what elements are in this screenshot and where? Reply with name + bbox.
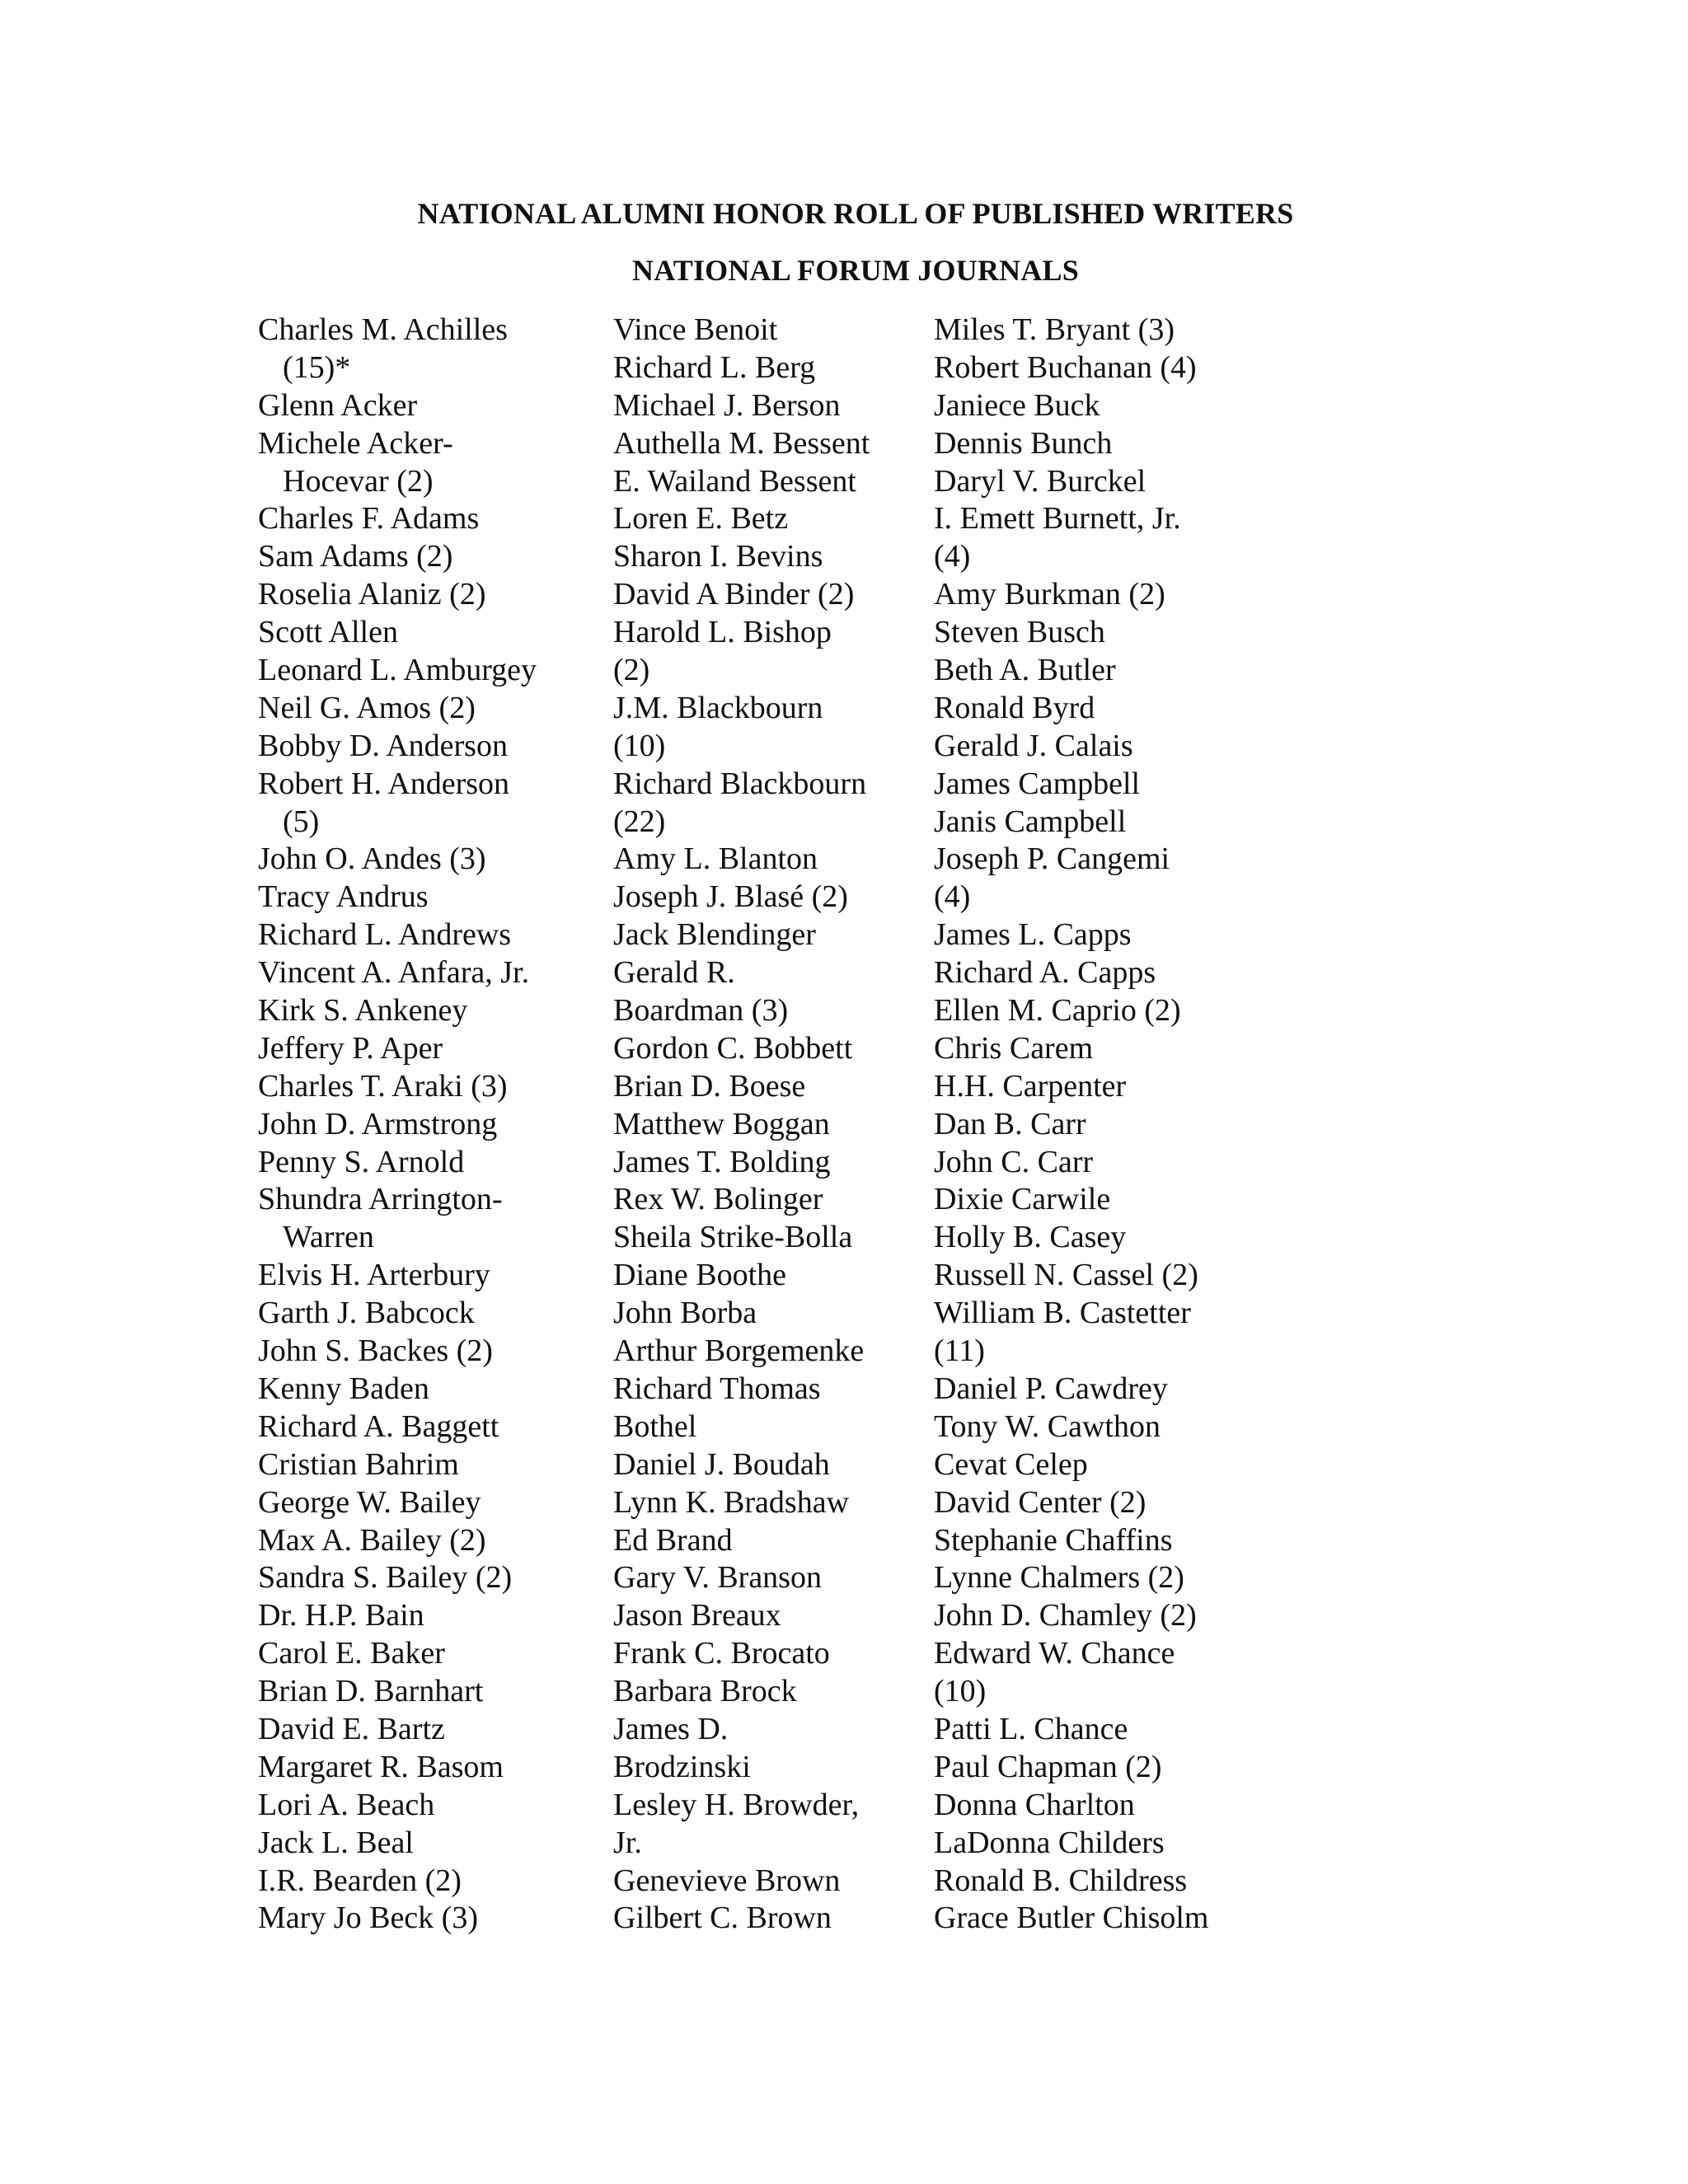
name-line: Michele Acker- xyxy=(258,425,453,461)
name-line: William B. Castetter xyxy=(934,1296,1191,1331)
name-line: Richard A. Capps xyxy=(934,955,1156,991)
name-line: Jr. xyxy=(613,1825,642,1860)
name-line: Carol E. Baker xyxy=(258,1636,445,1671)
name-line: Robert H. Anderson xyxy=(258,766,510,801)
name-line: Robert Buchanan (4) xyxy=(934,349,1197,385)
name-line: Brian D. Barnhart xyxy=(258,1674,484,1709)
name-column-3 xyxy=(934,312,1264,1938)
name-line: Ronald Byrd xyxy=(934,690,1095,725)
name-line: James L. Capps xyxy=(934,917,1132,953)
name-line: Rex W. Bolinger xyxy=(613,1182,823,1217)
name-line: Kenny Baden xyxy=(258,1371,429,1406)
name-line: Scott Allen xyxy=(258,615,398,650)
name-line: Genevieve Brown xyxy=(613,1863,841,1898)
name-line: Kirk S. Ankeney xyxy=(258,993,468,1029)
name-line: Harold L. Bishop xyxy=(613,615,832,650)
name-line: (11) xyxy=(934,1333,985,1369)
name-line: John C. Carr xyxy=(934,1144,1094,1179)
name-line: Ronald B. Childress xyxy=(934,1863,1188,1898)
name-line: Amy L. Blanton xyxy=(613,841,818,877)
name-line: Daniel J. Boudah xyxy=(613,1446,830,1482)
page-subtitle: NATIONAL FORUM JOURNALS xyxy=(632,254,1079,287)
name-line: Brian D. Boese xyxy=(613,1068,806,1104)
name-line: Ed Brand xyxy=(613,1522,733,1558)
name-line: Neil G. Amos (2) xyxy=(258,690,476,725)
name-line: LaDonna Childers xyxy=(934,1825,1165,1860)
name-line: Glenn Acker xyxy=(258,387,418,423)
name-line: Authella M. Bessent xyxy=(613,425,870,461)
name-line: Arthur Borgemenke xyxy=(613,1333,865,1369)
name-line: (5) xyxy=(283,804,320,839)
name-line: Leonard L. Amburgey xyxy=(258,653,537,688)
name-line: Paul Chapman (2) xyxy=(934,1749,1162,1784)
name-line: Amy Burkman (2) xyxy=(934,577,1165,612)
name-line: Gordon C. Bobbett xyxy=(613,1030,853,1066)
name-line: Miles T. Bryant (3) xyxy=(934,312,1175,347)
name-line: Jack L. Beal xyxy=(258,1825,414,1860)
name-line: Loren E. Betz xyxy=(613,501,789,537)
name-line: James T. Bolding xyxy=(613,1144,831,1179)
name-line: Janis Campbell xyxy=(934,804,1127,839)
name-line: Richard Thomas xyxy=(613,1371,821,1406)
name-line: Chris Carem xyxy=(934,1030,1094,1066)
name-line: Jack Blendinger xyxy=(613,917,816,953)
name-line: Joseph J. Blasé (2) xyxy=(613,879,848,915)
name-line: Vince Benoit xyxy=(613,312,778,347)
name-line: Charles M. Achilles xyxy=(258,312,508,347)
name-line: (15)* xyxy=(283,349,351,385)
name-line: (4) xyxy=(934,539,971,574)
name-line: H.H. Carpenter xyxy=(934,1068,1127,1104)
name-line: Gilbert C. Brown xyxy=(613,1900,832,1936)
name-line: Tony W. Cawthon xyxy=(934,1408,1160,1444)
name-line: E. Wailand Bessent xyxy=(613,463,856,499)
name-line: Frank C. Brocato xyxy=(613,1636,830,1671)
name-line: Bothel xyxy=(613,1408,697,1444)
name-line: (10) xyxy=(613,728,666,763)
name-line: J.M. Blackbourn xyxy=(613,690,823,725)
name-line: Sam Adams (2) xyxy=(258,539,453,574)
name-line: Gerald J. Calais xyxy=(934,728,1133,763)
name-line: Russell N. Cassel (2) xyxy=(934,1258,1198,1293)
name-line: Charles T. Araki (3) xyxy=(258,1068,508,1104)
name-line: Cevat Celep xyxy=(934,1446,1088,1482)
name-line: Barbara Brock xyxy=(613,1674,797,1709)
name-line: Ellen M. Caprio (2) xyxy=(934,993,1181,1029)
name-line: Edward W. Chance xyxy=(934,1636,1175,1671)
name-line: I. Emett Burnett, Jr. xyxy=(934,501,1181,537)
name-line: Shundra Arrington- xyxy=(258,1182,503,1217)
name-line: John Borba xyxy=(613,1296,757,1331)
name-line: Lynn K. Bradshaw xyxy=(613,1484,850,1520)
name-line: Michael J. Berson xyxy=(613,387,841,423)
name-line: Charles F. Adams xyxy=(258,501,480,537)
name-line: Bobby D. Anderson xyxy=(258,728,508,763)
name-line: Donna Charlton xyxy=(934,1787,1135,1822)
name-line: Dan B. Carr xyxy=(934,1106,1086,1141)
name-line: Mary Jo Beck (3) xyxy=(258,1900,478,1936)
name-line: James D. xyxy=(613,1711,729,1746)
name-line: Richard Blackbourn xyxy=(613,766,867,801)
name-line: Grace Butler Chisolm xyxy=(934,1900,1209,1936)
name-line: Richard A. Baggett xyxy=(258,1408,499,1444)
name-line: Joseph P. Cangemi xyxy=(934,841,1170,877)
name-line: John D. Chamley (2) xyxy=(934,1598,1197,1633)
name-line: David Center (2) xyxy=(934,1484,1146,1520)
name-line: Daryl V. Burckel xyxy=(934,463,1146,499)
name-line: (10) xyxy=(934,1674,987,1709)
name-line: Dr. H.P. Bain xyxy=(258,1598,424,1633)
name-line: (2) xyxy=(613,653,650,688)
name-line: Stephanie Chaffins xyxy=(934,1522,1173,1558)
name-line: Tracy Andrus xyxy=(258,879,429,915)
page-title: NATIONAL ALUMNI HONOR ROLL OF PUBLISHED WRITERS xyxy=(417,197,1294,230)
name-line: Garth J. Babcock xyxy=(258,1296,475,1331)
name-line: Lori A. Beach xyxy=(258,1787,435,1822)
name-line: Diane Boothe xyxy=(613,1258,787,1293)
name-line: I.R. Bearden (2) xyxy=(258,1863,462,1898)
name-line: John S. Backes (2) xyxy=(258,1333,493,1369)
name-line: Vincent A. Anfara, Jr. xyxy=(258,955,530,991)
name-line: David E. Bartz xyxy=(258,1711,445,1746)
name-line: Matthew Boggan xyxy=(613,1106,830,1141)
name-line: Brodzinski xyxy=(613,1749,751,1784)
name-line: (22) xyxy=(613,804,666,839)
name-line: James Campbell xyxy=(934,766,1141,801)
name-column-1 xyxy=(258,312,588,1938)
name-line: Boardman (3) xyxy=(613,993,789,1029)
name-line: Max A. Bailey (2) xyxy=(258,1522,486,1558)
name-line: Gerald R. xyxy=(613,955,735,991)
name-line: Steven Busch xyxy=(934,615,1105,650)
name-line: Hocevar (2) xyxy=(283,463,434,499)
name-line: Sandra S. Bailey (2) xyxy=(258,1560,513,1596)
name-line: Beth A. Butler xyxy=(934,653,1116,688)
name-line: Warren xyxy=(283,1220,374,1255)
name-line: Daniel P. Cawdrey xyxy=(934,1371,1168,1406)
name-line: Margaret R. Basom xyxy=(258,1749,504,1784)
name-line: Holly B. Casey xyxy=(934,1220,1127,1255)
name-line: Richard L. Andrews xyxy=(258,917,512,953)
name-line: John D. Armstrong xyxy=(258,1106,498,1141)
name-line: Sheila Strike-Bolla xyxy=(613,1220,853,1255)
name-line: Lynne Chalmers (2) xyxy=(934,1560,1184,1596)
name-column-2 xyxy=(613,312,926,1938)
name-line: Jeffery P. Aper xyxy=(258,1030,443,1066)
name-line: David A Binder (2) xyxy=(613,577,855,612)
name-line: (4) xyxy=(934,879,971,915)
name-line: Richard L. Berg xyxy=(613,349,816,385)
name-line: Elvis H. Arterbury xyxy=(258,1258,490,1293)
name-line: Dennis Bunch xyxy=(934,425,1113,461)
name-line: Jason Breaux xyxy=(613,1598,781,1633)
name-line: Dixie Carwile xyxy=(934,1182,1111,1217)
name-line: Roselia Alaniz (2) xyxy=(258,577,486,612)
name-line: Lesley H. Browder, xyxy=(613,1787,860,1822)
name-line: Cristian Bahrim xyxy=(258,1446,459,1482)
name-line: Penny S. Arnold xyxy=(258,1144,465,1179)
name-line: Janiece Buck xyxy=(934,387,1100,423)
name-line: Gary V. Branson xyxy=(613,1560,822,1596)
name-line: George W. Bailey xyxy=(258,1484,481,1520)
name-line: Patti L. Chance xyxy=(934,1711,1128,1746)
name-line: Sharon I. Bevins xyxy=(613,539,823,574)
name-line: John O. Andes (3) xyxy=(258,841,486,877)
